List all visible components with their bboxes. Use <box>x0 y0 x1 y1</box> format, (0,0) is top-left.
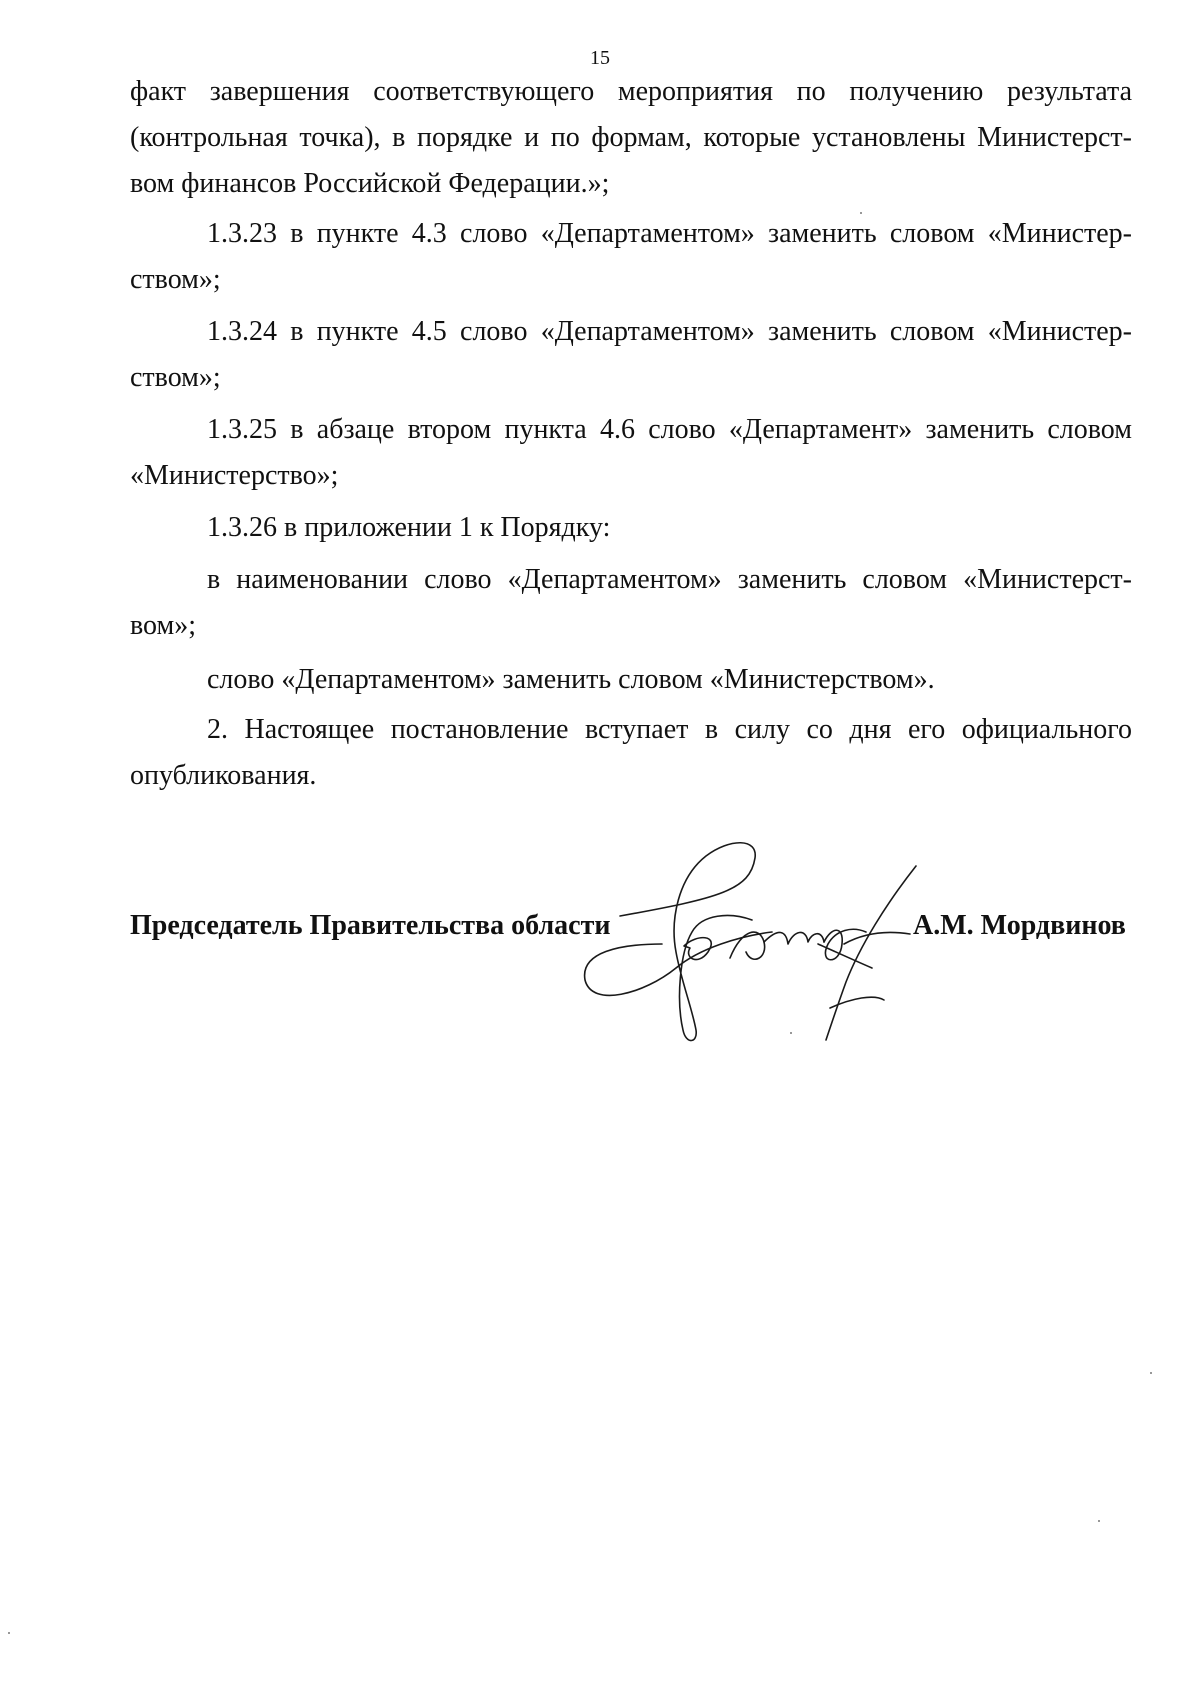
scan-speck <box>860 212 862 214</box>
page-number: 15 <box>590 47 610 69</box>
scan-speck <box>1150 1372 1152 1374</box>
item-1-3-24-line-1: 1.3.24 в пункте 4.5 слово «Департаментом» заменить словом «Министер- <box>207 316 1132 347</box>
handwritten-signature <box>580 840 940 1050</box>
scan-speck <box>1098 1520 1100 1522</box>
item-1-3-26-line: 1.3.26 в приложении 1 к Порядку: <box>207 512 611 543</box>
item-1-3-25-line-1: 1.3.25 в абзаце втором пункта 4.6 слово «Департамент» заменить словом <box>207 414 1132 445</box>
item-2-line-1: 2. Настоящее постановление вступает в силу со дня его официального <box>207 714 1132 745</box>
scan-speck <box>790 1032 792 1034</box>
body-line-1: факт завершения соответствующего мероприятия по получению результата <box>130 76 1132 107</box>
item-1-3-23-line-2: ством»; <box>130 264 221 295</box>
naming-line-2: вом»; <box>130 610 196 641</box>
signatory-position: Председатель Правительства области <box>130 910 611 941</box>
body-line-2: (контрольная точка), в порядке и по формам, которые установлены Министерст- <box>130 122 1132 153</box>
item-2-line-2: опубликования. <box>130 760 317 791</box>
scan-speck <box>8 1632 10 1634</box>
signatory-name: А.М. Мордвинов <box>913 910 1126 941</box>
body-line-3: вом финансов Российской Федерации.»; <box>130 168 610 199</box>
item-1-3-23-line-1: 1.3.23 в пункте 4.3 слово «Департаментом» заменить словом «Министер- <box>207 218 1132 249</box>
word-replace-line: слово «Департаментом» заменить словом «Министерством». <box>207 664 935 695</box>
item-1-3-25-line-2: «Министерство»; <box>130 460 339 491</box>
item-1-3-24-line-2: ством»; <box>130 362 221 393</box>
naming-line-1: в наименовании слово «Департаментом» заменить словом «Министерст- <box>207 564 1132 595</box>
